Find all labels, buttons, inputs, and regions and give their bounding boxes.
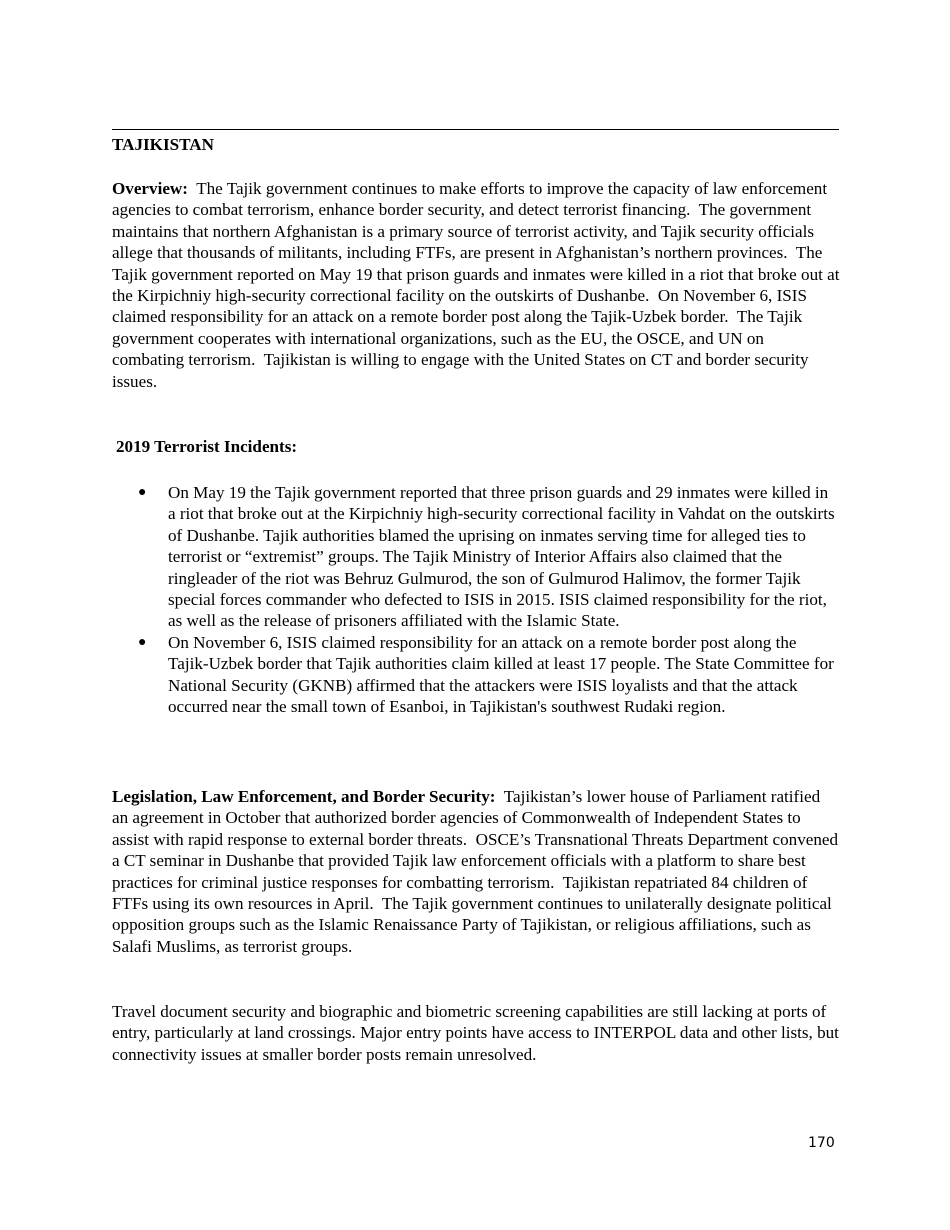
bullet-icon: ●	[138, 485, 147, 500]
legislation-section	[112, 786, 843, 957]
overview-section	[112, 178, 844, 392]
incidents-heading: 2019 Terrorist Incidents:	[116, 437, 298, 456]
legislation-paragraph	[112, 786, 843, 957]
travel-paragraph: Travel document security and biographic and biometric screening capabilities are still lacking at ports of entry, particularly at land crossings. Major entry points have access to INTERPOL data and other lists, but connectivity issues at smaller border posts remain unresolved.	[112, 1002, 839, 1064]
incident-text: On May 19 the Tajik government reported that three prison guards and 29 inmates were killed in a riot that broke out at the Kirpichniy high-security correctional facility in Vahdat on the outskirts of Dushanbe. Tajik authorities blamed the uprising on inmates serving time for alleged ties to terrorist or “extremist” groups. The Tajik Ministry of Interior Affairs also claimed that the ringleader of the riot was Behruz Gulmurod, the son of Gulmurod Halimov, the former Tajik special forces commander who defected to ISIS in 2015. ISIS claimed responsibility for the riot, as well as the release of prisoners affiliated with the Islamic State.	[168, 483, 835, 631]
incidents-list	[112, 482, 840, 717]
section-divider	[112, 129, 839, 130]
legislation-text: Tajikistan’s lower house of Parliament ratified an agreement in October that authorized border agencies of Commonwealth of Independent States to assist with rapid response to external border threats. OSCE’s Transnational Threats Department convened a CT seminar in Dushanbe that provided Tajik law enforcement officials with a platform to share best practices for criminal justice responses for combatting terrorism. Tajikistan repatriated 84 children of FTFs using its own resources in April. The Tajik government continues to unilaterally designate political opposition groups such as the Islamic Renaissance Party of Tajikistan, or religious affiliations, such as Salafi Muslims, as terrorist groups.	[112, 787, 843, 956]
bullet-icon: ●	[138, 634, 147, 650]
list-item	[112, 632, 840, 718]
overview-text: The Tajik government continues to make efforts to improve the capacity of law enforcement agencies to combat terrorism, enhance border security, and detect terrorist financing. The government maintains that northern Afghanistan is a primary source of terrorist activity, and Tajik security officials allege that thousands of militants, including FTFs, are present in Afghanistan’s northern provinces. The Tajik government reported on May 19 that prison guards and inmates were killed in a riot that broke out at the Kirpichniy high-security correctional facility on the outskirts of Dushanbe. On November 6, ISIS claimed responsibility for an attack on a remote border post along the Tajik-Uzbek border. The Tajik government cooperates with international organizations, such as the EU, the OSCE, and UN on combating terrorism. Tajikistan is willing to engage with the United States on CT and border security issues.	[112, 179, 844, 391]
page-number: 170	[808, 1135, 835, 1151]
overview-label: Overview:	[112, 179, 188, 198]
overview-paragraph	[112, 178, 844, 392]
country-heading: TAJIKISTAN	[112, 135, 214, 154]
list-item	[112, 482, 840, 632]
travel-section	[112, 1001, 840, 1065]
legislation-label: Legislation, Law Enforcement, and Border Security:	[112, 787, 496, 806]
incident-text: On November 6, ISIS claimed responsibility for an attack on a remote border post along the Tajik-Uzbek border that Tajik authorities claim killed at least 17 people. The State Committee for National Security (GKNB) affirmed that the attackers were ISIS loyalists and that the attack occurred near the small town of Esanboi, in Tajikistan's southwest Rudaki region.	[168, 632, 834, 717]
